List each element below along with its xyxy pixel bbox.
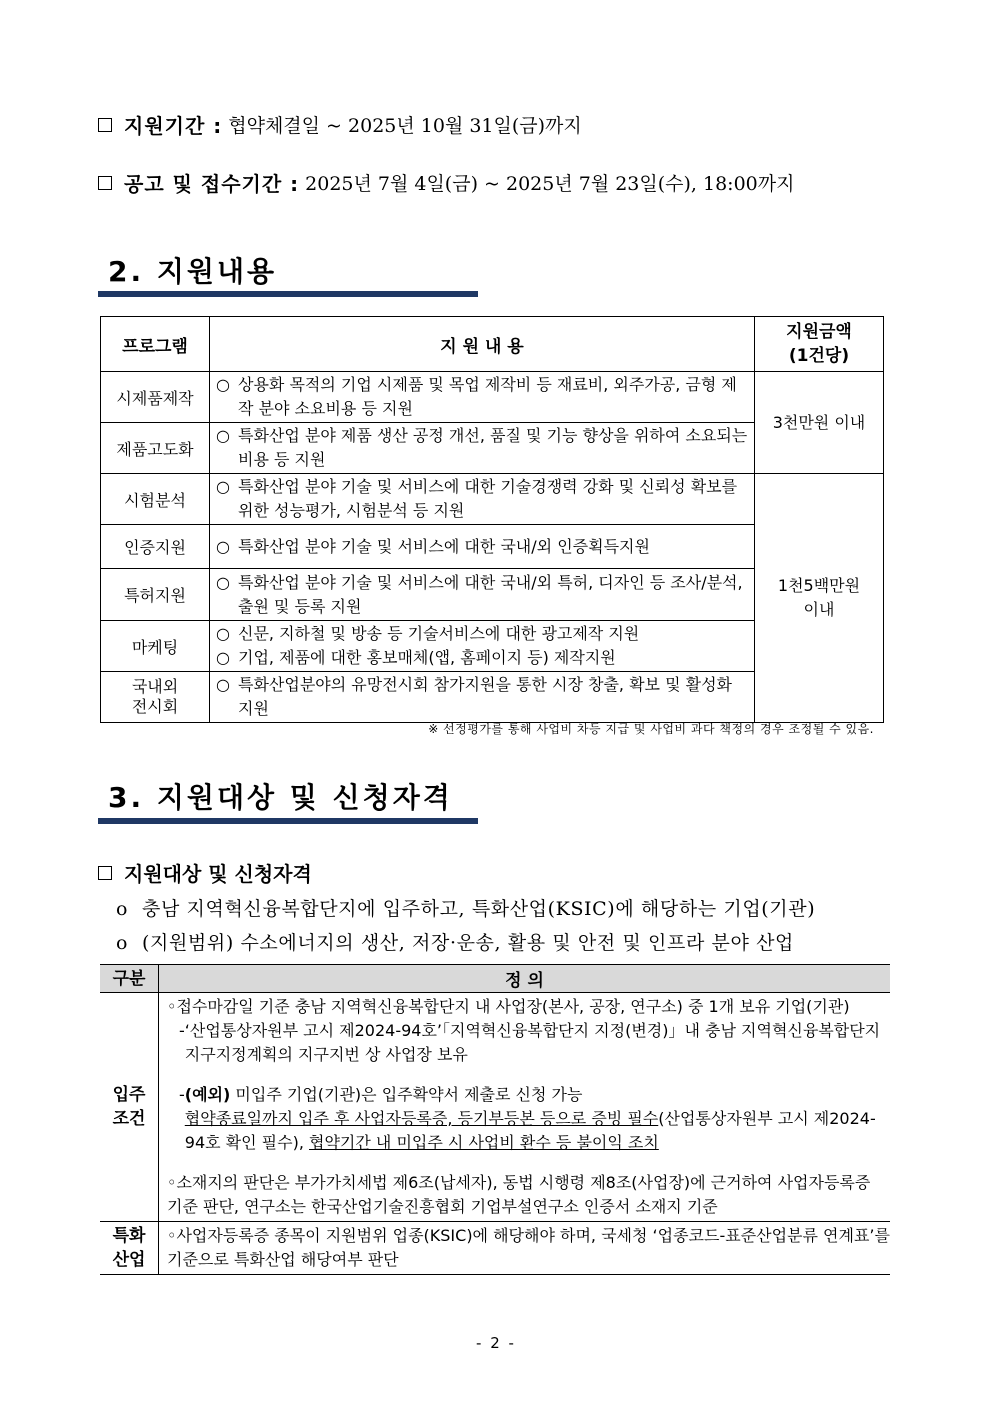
section-2-underline: [98, 291, 478, 297]
table-row: [100, 993, 890, 1222]
program-content: ○ 신문, 지하철 및 방송 등 기술서비스에 대한 광고제작 지원 ○ 기업, 제품에 대한 홍보매체(앱, 홈페이지 등) 제작지원: [210, 621, 755, 672]
header-amount: [755, 317, 884, 372]
program-name: 국내외 전시회: [101, 672, 210, 723]
header-definition: 정 의: [159, 965, 891, 993]
table-header-row: [100, 965, 890, 993]
program-content: ○ 상용화 목적의 기업 시제품 및 목업 제작비 등 재료비, 외주가공, 금형 제작 분야 소요비용 등 지원: [210, 372, 755, 423]
checkbox-square-icon: [98, 866, 112, 880]
header-category: 구분: [100, 965, 159, 993]
program-name: 시제품제작: [101, 372, 210, 423]
program-name: 제품고도화: [101, 423, 210, 474]
eligibility-subhead: 지원대상 및 신청자격: [98, 858, 312, 887]
support-period-label: 지원기간 :: [124, 114, 223, 138]
header-content: 지 원 내 용: [210, 317, 755, 372]
table-header-row: [101, 317, 884, 372]
program-name: 시험분석: [101, 474, 210, 525]
program-content: ○ 특화산업 분야 기술 및 서비스에 대한 국내/외 특허, 디자인 등 조사/분석, 출원 및 등록 지원: [210, 569, 755, 621]
row-label-residency: 입주 조건: [100, 993, 159, 1222]
program-content: ○ 특화산업 분야 제품 생산 공정 개선, 품질 및 기능 향상을 위하여 소요되는 비용 등 지원: [210, 423, 755, 474]
header-amount-line2: (1건당): [788, 346, 850, 366]
row-content-industry: ◦사업자등록증 종목이 지원범위 업종(KSIC)에 해당해야 하며, 국세청 ‘업종코드-표준산업분류 연계표’를 기준으로 특화산업 해당여부 판단: [159, 1222, 891, 1275]
eligibility-bullet: o (지원범위) 수소에너지의 생산, 저장·운송, 활용 및 안전 및 인프라 분야 산업: [116, 932, 795, 954]
support-period: [98, 110, 582, 139]
header-program: 프로그램: [101, 317, 210, 372]
program-content: ○ 특화산업 분야 기술 및 서비스에 대한 기술경쟁력 강화 및 신뢰성 확보를 위한 성능평가, 시험분석 등 지원: [210, 474, 755, 525]
table-row: [101, 474, 884, 525]
notice-period-label: 공고 및 접수기간 :: [124, 172, 300, 196]
program-name: 특허지원: [101, 569, 210, 621]
program-name: 마케팅: [101, 621, 210, 672]
table-row: [100, 1222, 890, 1275]
support-period-value: 협약체결일 ~ 2025년 10월 31일(금)까지: [228, 115, 582, 137]
eligibility-table: [100, 964, 890, 1275]
table-row: [101, 372, 884, 423]
support-content-table: [100, 316, 884, 723]
program-name: 인증지원: [101, 525, 210, 569]
amount-cell: 3천만원 이내: [755, 372, 884, 474]
section-2-title: 2. 지원내용: [108, 255, 278, 288]
row-label-industry: 특화 산업: [100, 1222, 159, 1275]
program-content: ○ 특화산업분야의 유망전시회 참가지원을 통한 시장 창출, 확보 및 활성화 지원: [210, 672, 755, 723]
checkbox-square-icon: [98, 176, 112, 190]
page-number: - 2 -: [476, 1334, 516, 1352]
row-content-residency: ◦접수마감일 기준 충남 지역혁신융복합단지 내 사업장(본사, 공장, 연구소) 중 1개 보유 기업(기관) - ‘산업통상자원부 고시 제2024-94호’「지역혁신융복합단지 지정(변경)」내 충남 지역혁신융복합단지 지구지정계획의 지구지번 상 사업장 보유 - (예외) 미입주 기업(기관)은 입주확약서 제출로 신청 가능 협약종료일까지 입주 후 사업자등록증, 등기부등본 등으로 증빙 필수(산업통상자원부 고시 제2024-94호 확인 필수), 협약기간 내 미입주 시 사업비 환수 등 불이익 조치 ◦소재지의 판단은 부가가치세법 제6조(납세자), 동법 시행령 제8조(사업장)에 근거하여 사업자등록증 기준 판단, 연구소는 한국산업기술진흥협회 기업부설연구소 인증서 소재지 기준: [159, 993, 891, 1222]
program-content: ○ 특화산업 분야 기술 및 서비스에 대한 국내/외 인증획득지원: [210, 525, 755, 569]
eligibility-bullet: o 충남 지역혁신융복합단지에 입주하고, 특화산업(KSIC)에 해당하는 기업(기관): [116, 898, 816, 920]
section-3-title: 3. 지원대상 및 신청자격: [108, 781, 453, 814]
table-note: ※ 선정평가를 통해 사업비 차등 지급 및 사업비 과다 책정의 경우 조정될 수 있음.: [428, 722, 874, 736]
notice-period-value: 2025년 7월 4일(금) ~ 2025년 7월 23일(수), 18:00까지: [305, 173, 795, 195]
amount-cell: 1천5백만원 이내: [755, 474, 884, 723]
notice-period: [98, 168, 794, 197]
checkbox-square-icon: [98, 118, 112, 132]
section-3-underline: [98, 818, 478, 824]
header-amount-line1: 지원금액: [786, 322, 852, 342]
